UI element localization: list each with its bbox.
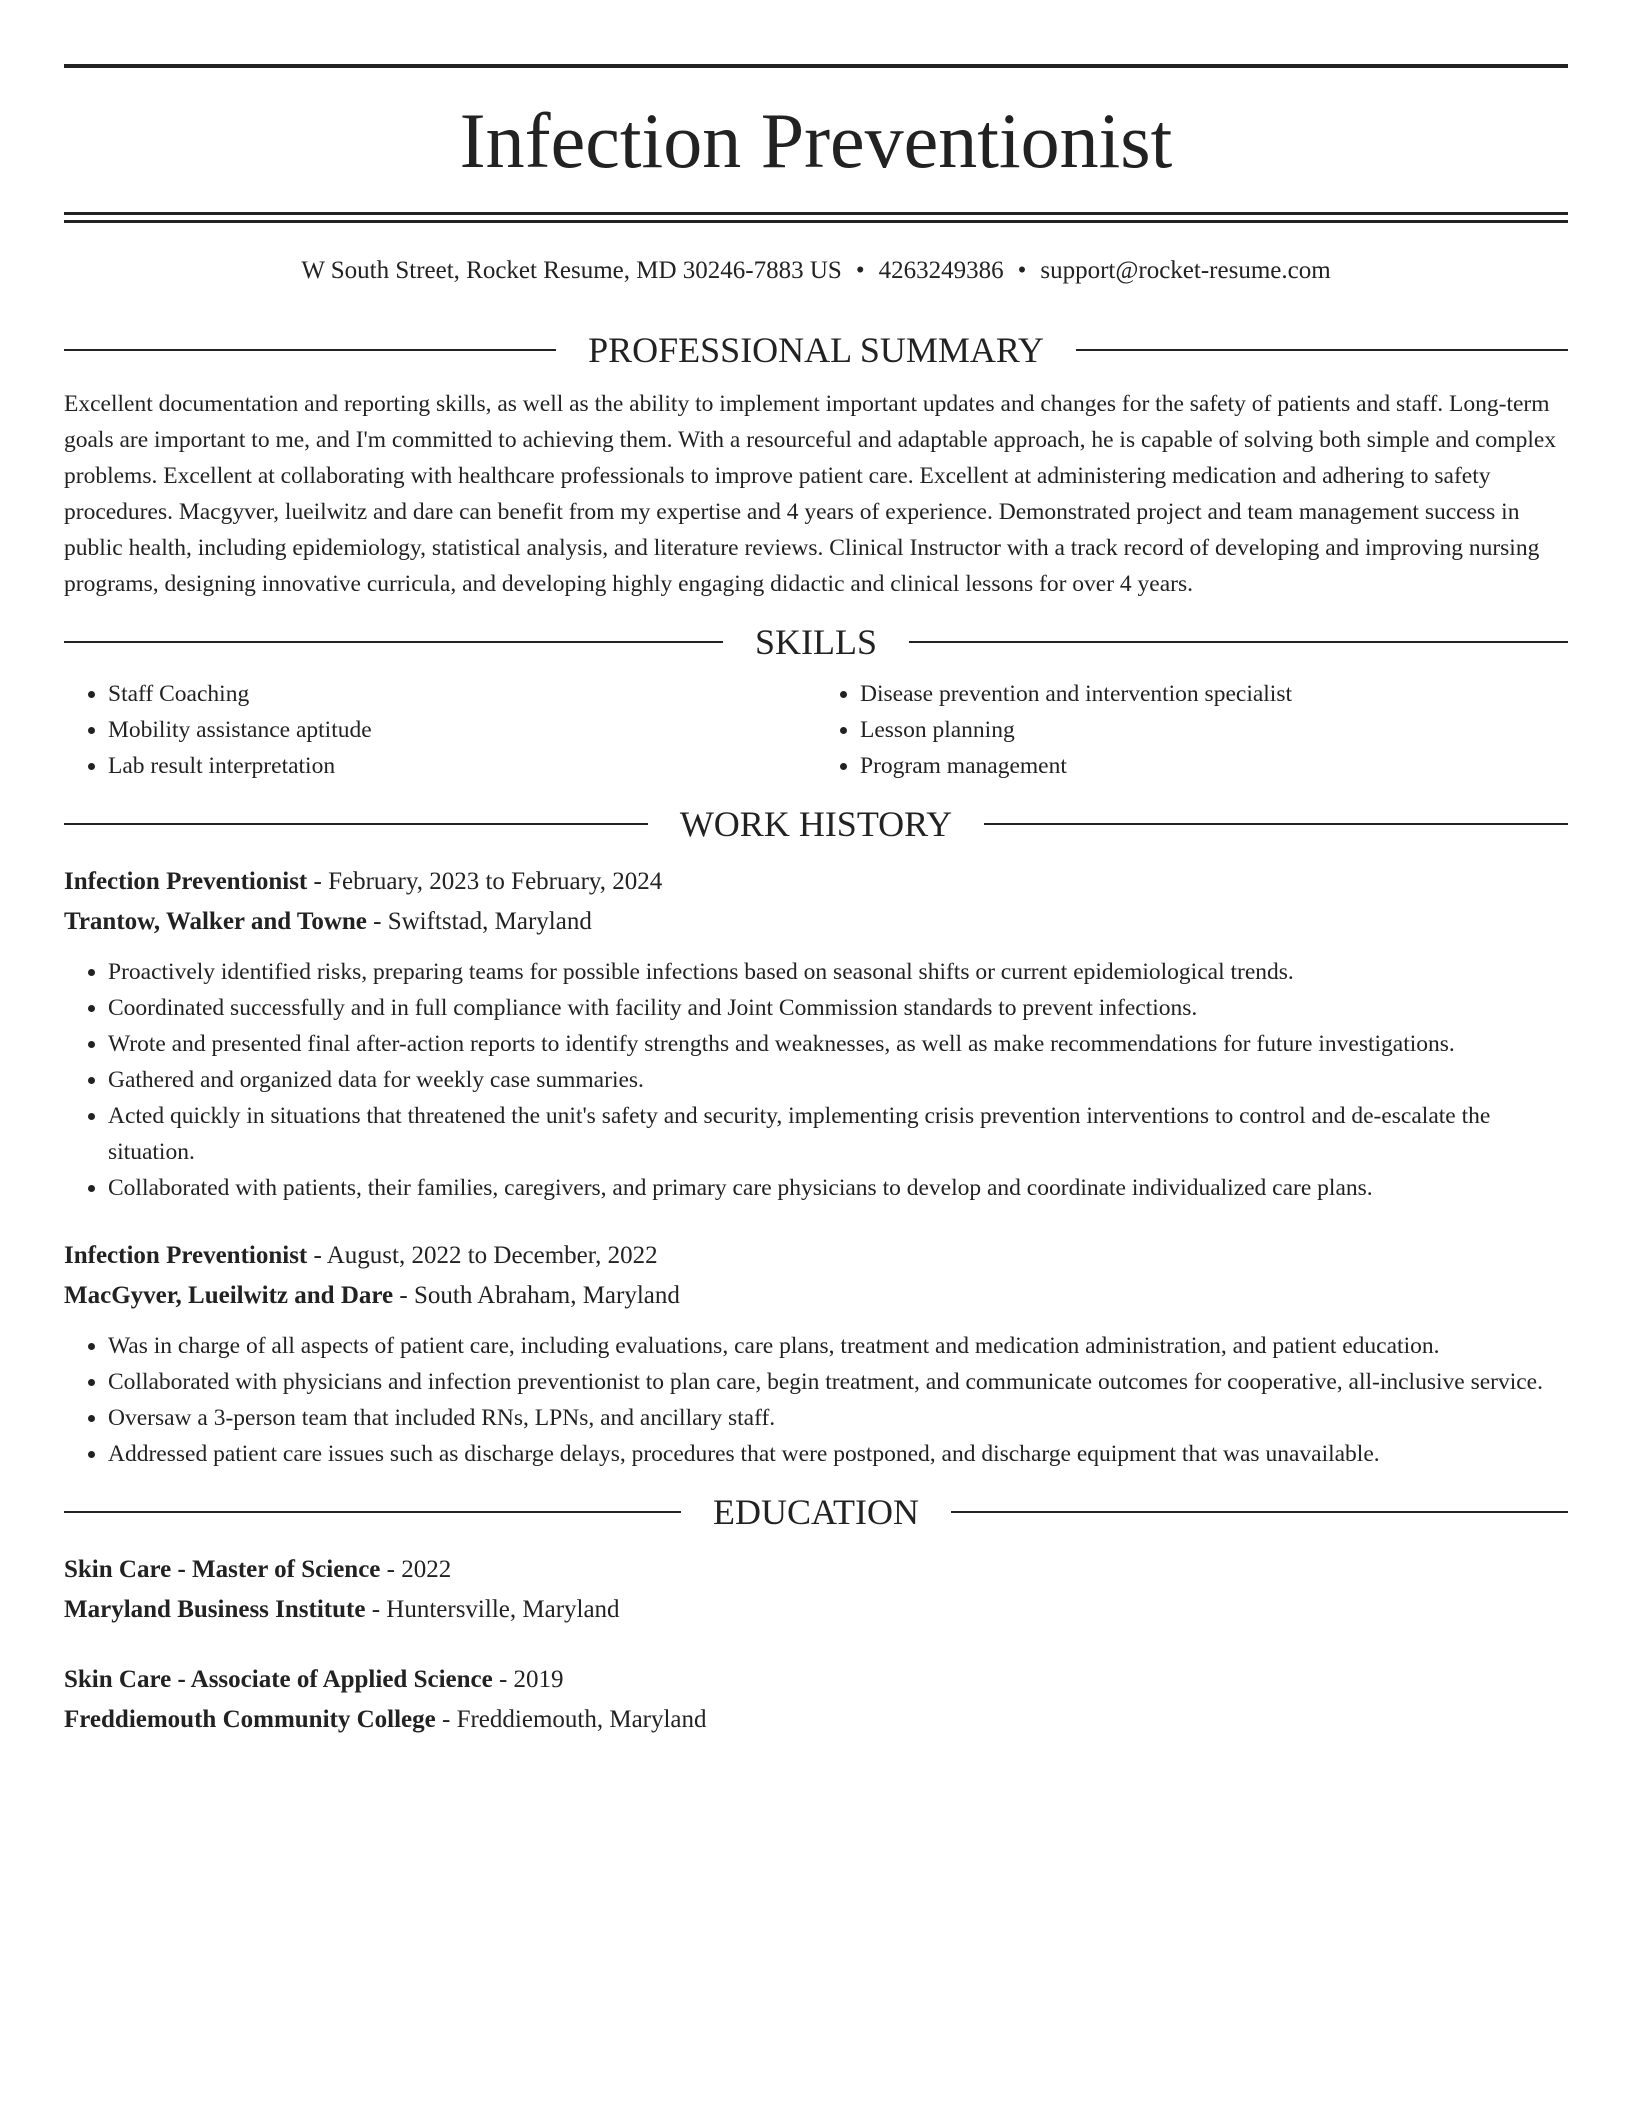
- list-item: • Acted quickly in situations that threatened the unit's safety and security, implementing crisis prevention interventions to control and de-escalate the situation.: [108, 1098, 1568, 1170]
- summary-heading: [64, 332, 1568, 368]
- skill-item: • Mobility assistance aptitude: [108, 712, 816, 748]
- job-company-line: [64, 902, 1568, 942]
- skill-item: • Disease prevention and intervention specialist: [860, 676, 1568, 712]
- list-item: • Gathered and organized data for weekly case summaries.: [108, 1062, 1568, 1098]
- list-item: • Was in charge of all aspects of patient care, including evaluations, care plans, treatment and medication administration, and patient education.: [108, 1328, 1568, 1364]
- skills-list: [64, 676, 1568, 784]
- education-school: Maryland Business Institute: [64, 1596, 366, 1623]
- education-degree: Skin Care - Associate of Applied Science: [64, 1666, 493, 1693]
- separator-dot: •: [1017, 257, 1027, 284]
- list-item: • Collaborated with patients, their families, caregivers, and primary care physicians to develop and coordinate individualized care plans.: [108, 1170, 1568, 1206]
- skill-item: • Program management: [860, 748, 1568, 784]
- title-double-rule: [64, 212, 1568, 223]
- job-bullets: [64, 954, 1568, 1206]
- list-item: • Proactively identified risks, preparing teams for possible infections based on seasonal shifts or current epidemiological trends.: [108, 954, 1568, 990]
- heading-rule-right: [951, 1511, 1568, 1513]
- heading-rule-right: [909, 641, 1568, 643]
- skill-item: • Staff Coaching: [108, 676, 816, 712]
- skills-heading-text: SKILLS: [755, 622, 878, 662]
- education-location: - Huntersville, Maryland: [365, 1596, 620, 1623]
- address: W South Street, Rocket Resume, MD 30246-7883 US: [301, 257, 842, 284]
- job-entry: [64, 862, 1568, 1206]
- work-heading-text: WORK HISTORY: [679, 804, 953, 844]
- list-item: • Oversaw a 3-person team that included RNs, LPNs, and ancillary staff.: [108, 1400, 1568, 1436]
- education-entry: [64, 1660, 1568, 1740]
- list-item: • Coordinated successfully and in full compliance with facility and Joint Commission standards to prevent infections.: [108, 990, 1568, 1026]
- work-heading: [64, 806, 1568, 842]
- summary-text: Excellent documentation and reporting skills, as well as the ability to implement important updates and changes for the safety of patients and staff. Long-term goals are important to me, and I'm committed to achieving them. With a resourceful and adaptable approach, he is capable of solving both simple and complex problems. Excellent at collaborating with healthcare professionals to improve patient care. Excellent at administering medication and adhering to safety procedures. Macgyver, lueilwitz and dare can benefit from my expertise and 4 years of experience. Demonstrated project and team management success in public health, including epidemiology, statistical analysis, and literature reviews. Clinical Instructor with a track record of developing and improving nursing programs, designing innovative curricula, and developing highly engaging didactic and clinical lessons for over 4 years.: [64, 391, 1557, 597]
- education-year: - 2019: [492, 1666, 564, 1693]
- list-item: • Addressed patient care issues such as discharge delays, procedures that were postponed, and discharge equipment that was unavailable.: [108, 1436, 1568, 1472]
- top-rule: [64, 64, 1568, 68]
- education-heading: [64, 1494, 1568, 1530]
- job-dates: - August, 2022 to December, 2022: [307, 1242, 658, 1269]
- education-degree-line: [64, 1660, 1568, 1700]
- job-role: Infection Preventionist: [64, 868, 308, 895]
- job-role: Infection Preventionist: [64, 1242, 308, 1269]
- education-school-line: [64, 1590, 1568, 1630]
- email: support@rocket-resume.com: [1040, 257, 1331, 284]
- heading-rule-left: [64, 823, 648, 825]
- education-heading-text: EDUCATION: [713, 1492, 919, 1532]
- job-bullets: [64, 1328, 1568, 1472]
- education-degree-line: [64, 1550, 1568, 1590]
- job-company: MacGyver, Lueilwitz and Dare: [64, 1282, 394, 1309]
- job-dates: - February, 2023 to February, 2024: [307, 868, 663, 895]
- heading-rule-right: [1076, 349, 1568, 351]
- separator-dot: •: [855, 257, 865, 284]
- education-school-line: [64, 1700, 1568, 1740]
- skills-column-right: [816, 676, 1568, 784]
- job-title-line: [64, 862, 1568, 902]
- job-title-line: [64, 1236, 1568, 1276]
- summary-heading-text: PROFESSIONAL SUMMARY: [588, 330, 1044, 370]
- resume-title: Infection Preventionist: [459, 97, 1173, 184]
- education-entry: [64, 1550, 1568, 1630]
- skill-item: • Lab result interpretation: [108, 748, 816, 784]
- job-location: - South Abraham, Maryland: [393, 1282, 680, 1309]
- skills-column-left: [64, 676, 816, 784]
- job-location: - Swiftstad, Maryland: [366, 908, 592, 935]
- phone: 4263249386: [878, 257, 1004, 284]
- list-item: • Wrote and presented final after-action reports to identify strengths and weaknesses, as well as make recommendations for future investigations.: [108, 1026, 1568, 1062]
- list-item: • Collaborated with physicians and infection preventionist to plan care, begin treatment, and communicate outcomes for cooperative, all-inclusive service.: [108, 1364, 1568, 1400]
- education-school: Freddiemouth Community College: [64, 1706, 436, 1733]
- heading-rule-left: [64, 641, 723, 643]
- heading-rule-right: [984, 823, 1568, 825]
- skill-item: • Lesson planning: [860, 712, 1568, 748]
- education-degree: Skin Care - Master of Science: [64, 1556, 381, 1583]
- heading-rule-left: [64, 349, 556, 351]
- skills-heading: [64, 624, 1568, 660]
- job-entry: [64, 1236, 1568, 1472]
- contact-line: [64, 256, 1568, 286]
- heading-rule-left: [64, 1511, 681, 1513]
- education-location: - Freddiemouth, Maryland: [435, 1706, 707, 1733]
- job-company-line: [64, 1276, 1568, 1316]
- job-company: Trantow, Walker and Towne: [64, 908, 367, 935]
- education-year: - 2022: [380, 1556, 452, 1583]
